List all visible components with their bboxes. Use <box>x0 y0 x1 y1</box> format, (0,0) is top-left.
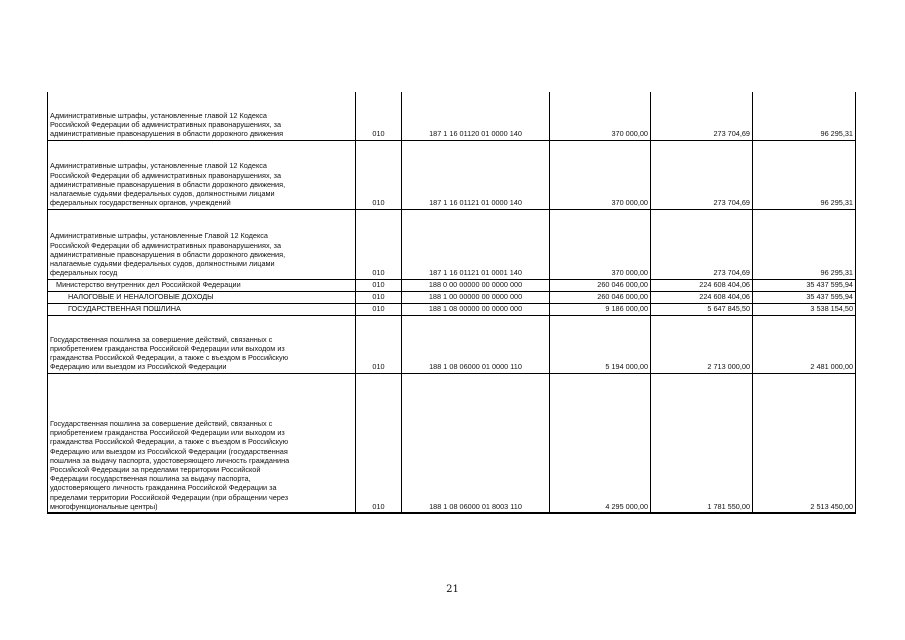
page-number: 21 <box>446 584 459 595</box>
approved-amount: 260 046 000,00 <box>550 279 651 291</box>
executed-amount: 2 713 000,00 <box>651 315 753 373</box>
row-name-cell <box>48 303 356 315</box>
executed-amount: 224 608 404,06 <box>651 291 753 303</box>
unexecuted-amount: 3 538 154,50 <box>753 303 856 315</box>
row-name-cell <box>48 291 356 303</box>
budget-classification-code: 188 0 00 00000 00 0000 000 <box>402 279 550 291</box>
row-name: Министерство внутренних дел Российской Федерации <box>56 280 241 290</box>
line-code-cell: 010 <box>356 303 402 315</box>
row-name-cell <box>48 140 356 209</box>
approved-amount: 370 000,00 <box>550 209 651 279</box>
budget-execution-table <box>47 92 856 514</box>
budget-classification-code: 188 1 08 06000 01 8003 110 <box>402 373 550 513</box>
unexecuted-amount: 96 295,31 <box>753 92 856 140</box>
line-code-cell: 010 <box>356 373 402 513</box>
line-code-cell: 010 <box>356 209 402 279</box>
executed-amount: 5 647 845,50 <box>651 303 753 315</box>
executed-amount: 273 704,69 <box>651 92 753 140</box>
unexecuted-amount: 35 437 595,94 <box>753 279 856 291</box>
row-name-cell <box>48 279 356 291</box>
budget-classification-code: 188 1 00 00000 00 0000 000 <box>402 291 550 303</box>
table-row <box>48 315 856 373</box>
row-name-cell <box>48 373 356 513</box>
executed-amount: 1 781 550,00 <box>651 373 753 513</box>
table-row <box>48 140 856 209</box>
executed-amount: 273 704,69 <box>651 209 753 279</box>
table-row <box>48 92 856 140</box>
row-name: Административные штрафы, установленные Главой 12 Кодекса Российской Федерации об административных правонарушениях, за административные правонарушения в области дорожного движения, налагаемые судьями федеральных судов, должностными лицами федеральных госуд <box>50 231 286 278</box>
budget-classification-code: 188 1 08 06000 01 0000 110 <box>402 315 550 373</box>
approved-amount: 260 046 000,00 <box>550 291 651 303</box>
table-row <box>48 291 856 303</box>
row-name: Административные штрафы, установленные главой 12 Кодекса Российской Федерации об административных правонарушениях, за административные правонарушения в области дорожного движения <box>50 110 284 139</box>
approved-amount: 370 000,00 <box>550 92 651 140</box>
approved-amount: 4 295 000,00 <box>550 373 651 513</box>
row-name: Государственная пошлина за совершение действий, связанных с приобретением гражданства Российской Федерации или выходом из гражданства Российской Федерации, а также с въездом в Российскую Федерацию или выездом из Российской Федерации <box>50 334 289 372</box>
row-name: ГОСУДАРСТВЕННАЯ ПОШЛИНА <box>68 304 181 314</box>
line-code-cell: 010 <box>356 140 402 209</box>
line-code-cell: 010 <box>356 291 402 303</box>
unexecuted-amount: 2 481 000,00 <box>753 315 856 373</box>
table-row <box>48 303 856 315</box>
budget-classification-code: 187 1 16 01121 01 0001 140 <box>402 209 550 279</box>
row-name-cell <box>48 92 356 140</box>
budget-classification-code: 187 1 16 01121 01 0000 140 <box>402 140 550 209</box>
unexecuted-amount: 35 437 595,94 <box>753 291 856 303</box>
unexecuted-amount: 96 295,31 <box>753 209 856 279</box>
unexecuted-amount: 2 513 450,00 <box>753 373 856 513</box>
row-name: Административные штрафы, установленные главой 12 Кодекса Российской Федерации об административных правонарушениях, за административные правонарушения в области дорожного движения, налагаемые судьями федеральных судов, должностными лицами федеральных государственных органов, учреждений <box>50 161 286 208</box>
unexecuted-amount: 96 295,31 <box>753 140 856 209</box>
row-name: Государственная пошлина за совершение действий, связанных с приобретением гражданства Российской Федерации или выходом из гражданства Российской Федерации, а также с въездом в Российскую Федерацию или выездом из Российской Федерации (государственная пошлина за выдачу паспорта, удостоверяющего личность гражданина Российской Федерации за пределами территории Российской Федерации государственная пошлина за выдачу паспорта, удостоверяющего личность гражданина Российской Федерации за пределами территории Российской Федерации (при обращении через многофункциональные центры) <box>50 418 290 511</box>
approved-amount: 5 194 000,00 <box>550 315 651 373</box>
executed-amount: 273 704,69 <box>651 140 753 209</box>
budget-classification-code: 187 1 16 01120 01 0000 140 <box>402 92 550 140</box>
line-code-cell: 010 <box>356 315 402 373</box>
row-name-cell <box>48 315 356 373</box>
approved-amount: 9 186 000,00 <box>550 303 651 315</box>
row-name: НАЛОГОВЫЕ И НЕНАЛОГОВЫЕ ДОХОДЫ <box>68 292 214 302</box>
table-row <box>48 373 856 513</box>
line-code-cell: 010 <box>356 92 402 140</box>
line-code-cell: 010 <box>356 279 402 291</box>
executed-amount: 224 608 404,06 <box>651 279 753 291</box>
approved-amount: 370 000,00 <box>550 140 651 209</box>
table-row <box>48 279 856 291</box>
budget-classification-code: 188 1 08 00000 00 0000 000 <box>402 303 550 315</box>
table-row <box>48 209 856 279</box>
row-name-cell <box>48 209 356 279</box>
